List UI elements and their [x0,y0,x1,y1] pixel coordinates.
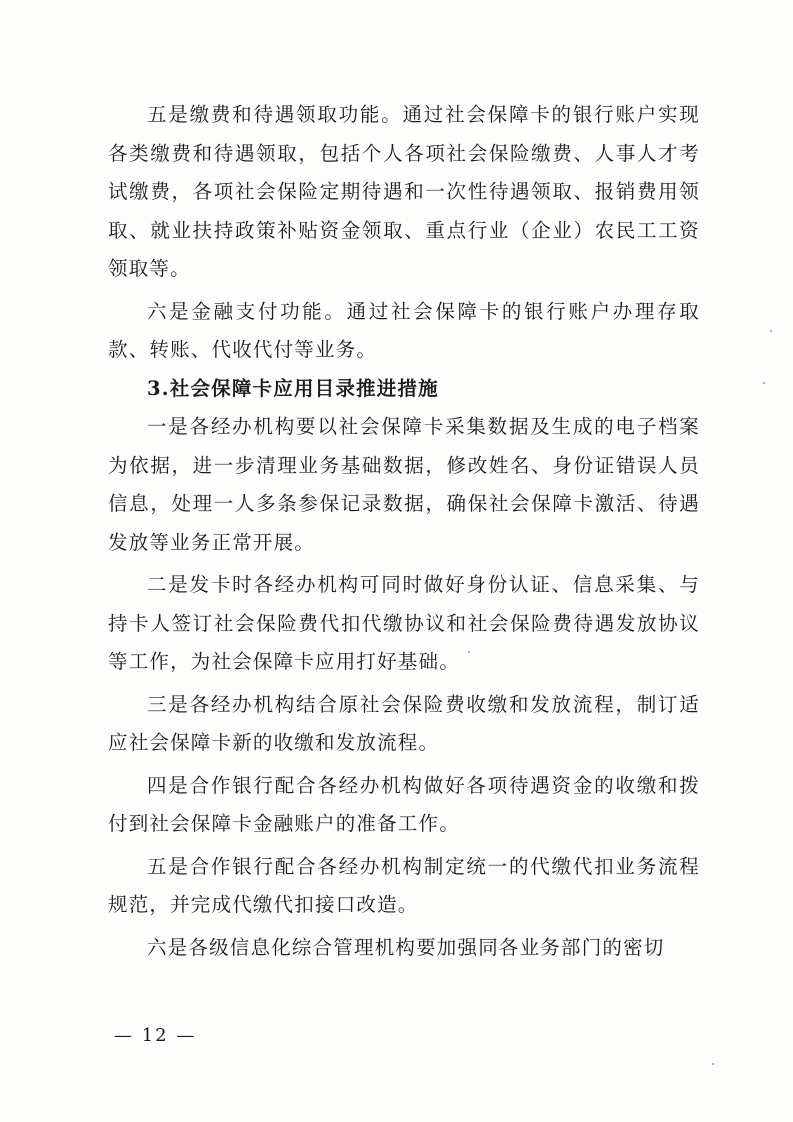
measure-item-4: 四是合作银行配合各经办机构做好各项待遇资金的收缴和拨付到社会保障卡金融账户的准备工作。 [108,773,700,835]
scan-speck [712,1063,714,1065]
scan-speck [770,330,772,332]
measure-item-2: 二是发卡时各经办机构可同时做好身份认证、信息采集、与持卡人签订社会保险费代扣代缴协议和社会保险费待遇发放协议等工作，为社会保障卡应用打好基础。 [108,573,700,673]
page-number: — 12 — [114,1025,197,1046]
paragraph-financial-function: 六是金融支付功能。通过社会保障卡的银行账户办理存取款、转账、代收代付等业务。 [108,299,700,361]
measure-item-5: 五是合作银行配合各经办机构制定统一的代缴代扣业务流程规范，并完成代缴代扣接口改造。 [108,854,700,916]
measure-item-1: 一是各经办机构要以社会保障卡采集数据及生成的电子档案为依据，进一步清理业务基础数据，修改姓名、身份证错误人员信息，处理一人多条参保记录数据，确保社会保障卡激活、待遇发放等业务正常开展。 [108,415,700,554]
measure-item-6: 六是各级信息化综合管理机构要加强同各业务部门的密切 [147,935,665,959]
scan-speck [763,382,765,384]
scan-speck [468,651,470,653]
section-heading: 3.社会保障卡应用目录推进措施 [147,376,439,400]
paragraph-payment-function: 五是缴费和待遇领取功能。通过社会保障卡的银行账户实现各类缴费和待遇领取，包括个人各项社会保险缴费、人事人才考试缴费，各项社会保险定期待遇和一次性待遇领取、报销费用领取、就业扶持政策补贴资金领取、重点行业（企业）农民工工资领取等。 [108,103,700,280]
measure-item-3: 三是各经办机构结合原社会保险费收缴和发放流程，制订适应社会保障卡新的收缴和发放流程。 [108,692,700,754]
document-body [108,96,700,967]
